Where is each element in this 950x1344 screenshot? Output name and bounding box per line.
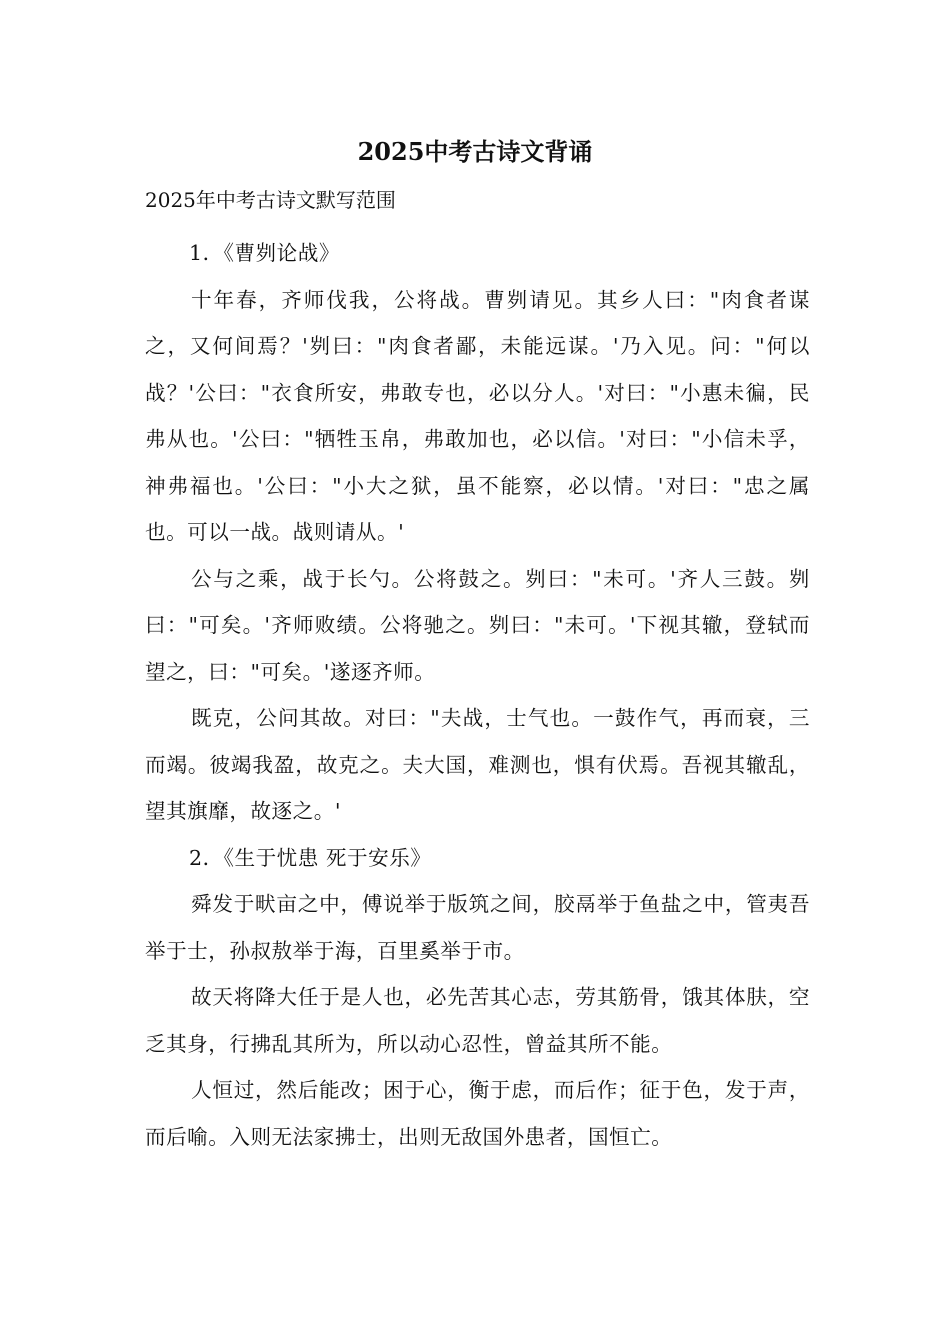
section-heading-sheng-yu-you-huan: 2．《生于忧患 死于安乐》 [189, 845, 432, 870]
document-subtitle: 2025年中考古诗文默写范围 [145, 188, 396, 212]
paragraph: 人恒过，然后能改；困于心，衡于虑，而后作；征于色，发于声，而后喻。入则无法家拂士，出则无敌国外患者，国恒亡。 [145, 1078, 810, 1149]
paragraph: 舜发于畎亩之中，傅说举于版筑之间，胶鬲举于鱼盐之中，管夷吾举于士，孙叔敖举于海，百里奚举于市。 [145, 892, 810, 963]
document-title: 2025中考古诗文背诵 [357, 137, 593, 166]
document-body [145, 230, 810, 1160]
paragraph: 既克，公问其故。对曰："夫战，士气也。一鼓作气，再而衰，三而竭。彼竭我盈，故克之。夫大国，难测也，惧有伏焉。吾视其辙乱，望其旗靡，故逐之。' [145, 706, 810, 823]
section-heading-cao-gui: 1．《曹刿论战》 [189, 241, 340, 265]
paragraph: 故天将降大任于是人也，必先苦其心志，劳其筋骨，饿其体肤，空乏其身，行拂乱其所为，所以动心忍性，曾益其所不能。 [145, 985, 810, 1056]
paragraph: 公与之乘，战于长勺。公将鼓之。刿曰："未可。'齐人三鼓。刿曰："可矣。'齐师败绩。公将驰之。刿曰："未可。'下视其辙，登轼而望之，曰："可矣。'遂逐齐师。 [145, 566, 810, 684]
paragraph: 十年春，齐师伐我，公将战。曹刿请见。其乡人曰："肉食者谋之，又何间焉？'刿曰："肉食者鄙，未能远谋。'乃入见。问："何以战？'公曰："衣食所安，弗敢专也，必以分人。'对曰："小惠未徧，民弗从也。'公曰："牺牲玉帛，弗敢加也，必以信。'对曰："小信未孚，神弗福也。'公曰："小大之狱，虽不能察，必以情。'对曰："忠之属也。可以一战。战则请从。' [145, 287, 810, 544]
